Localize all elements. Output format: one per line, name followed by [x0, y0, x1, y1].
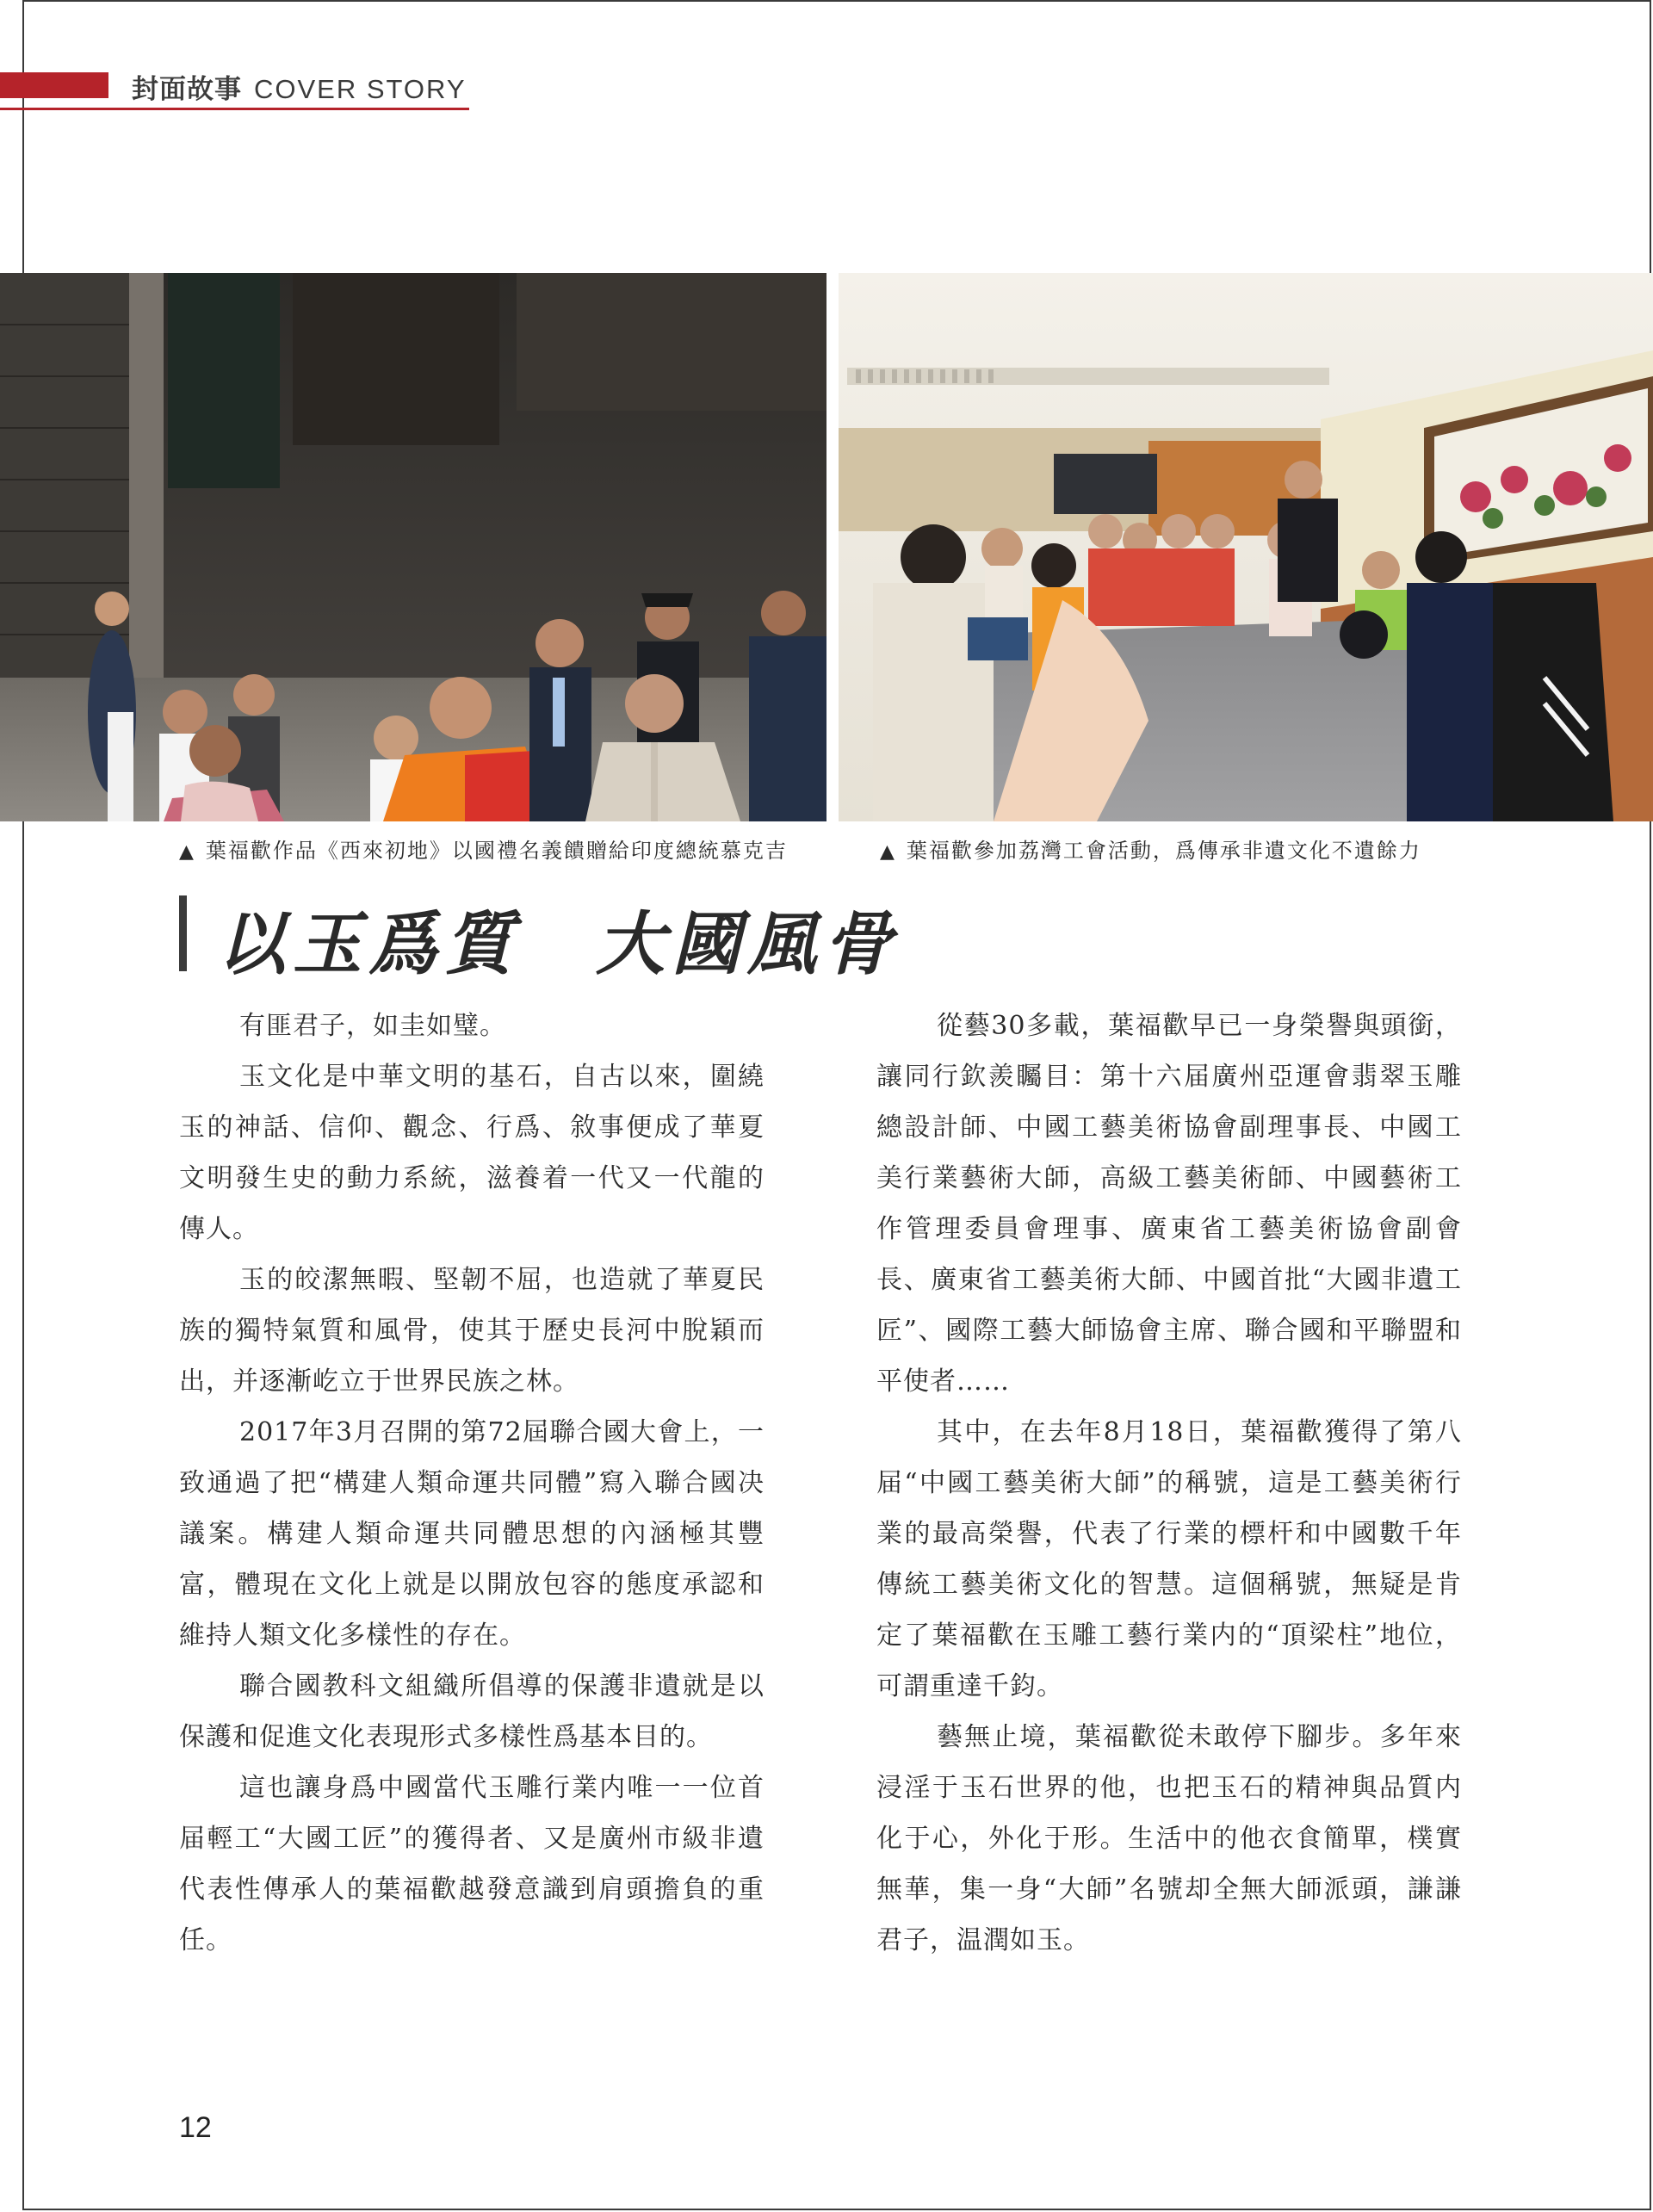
section-label	[132, 67, 467, 106]
article-paragraph: 聯合國教科文組織所倡導的保護非遺就是以保護和促進文化表現形式多樣性爲基本目的。	[179, 1671, 765, 1752]
article-paragraph: 有匪君子，如圭如璧。	[239, 1011, 506, 1041]
article-paragraph: 這也讓身爲中國當代玉雕行業内唯一一位首届輕工“大國工匠”的獲得者、又是廣州市級非遺代表性傳承人的葉福歡越發意識到肩頭擔負的重任。	[179, 1773, 765, 1955]
photo-workshop-children-image	[839, 273, 1653, 821]
article-paragraph: 藝無止境，葉福歡從未敢停下腳步。多年來浸淫于玉石世界的他，也把玉石的精神與品質内化于心，外化于形。生活中的他衣食簡單，樸實無華，集一身“大師”名號却全無大師派頭，謙謙君子，温潤如玉。	[876, 1722, 1462, 1955]
caption-text: 葉福歡參加荔灣工會活動，爲傳承非遺文化不遺餘力	[906, 839, 1421, 863]
photo-caption-left	[179, 833, 788, 864]
article-paragraph: 玉文化是中華文明的基石，自古以來，圍繞玉的神話、信仰、觀念、行爲、敘事便成了華夏文明發生史的動力系統，滋養着一代又一代龍的傳人。	[179, 1062, 765, 1244]
photo-delegation-visit-image	[0, 273, 826, 821]
page-number: 12	[179, 2111, 212, 2144]
article-title: 以玉爲質 大國風骨	[217, 903, 899, 984]
caption-text: 葉福歡作品《西來初地》以國禮名義饋贈給印度總統慕克吉	[205, 839, 788, 863]
section-label-en: COVER STORY	[254, 74, 467, 104]
article-paragraph: 從藝30多載，葉福歡早已一身榮譽與頭銜，讓同行欽羨矚目：第十六届廣州亞運會翡翠玉雕總設計師、中國工藝美術協會副理事長、中國工美行業藝術大師，高級工藝美術師、中國藝術工作管理委員會理事、廣東省工藝美術協會副會長、廣東省工藝美術大師、中國首批“大國非遺工匠”、國際工藝大師協會主席、聯合國和平聯盟和平使者……	[876, 1011, 1462, 1397]
photo-workshop-children	[839, 273, 1653, 821]
article-column-left	[179, 1001, 765, 1966]
photo-delegation-visit	[0, 273, 826, 821]
header-rule	[0, 108, 469, 110]
article-paragraph: 2017年3月召開的第72屆聯合國大會上，一致通過了把“構建人類命運共同體”寫入聯合國决議案。構建人類命運共同體思想的內涵極其豐富，體現在文化上就是以開放包容的態度承認和維持人類文化多樣性的存在。	[179, 1417, 765, 1651]
caption-marker-icon: ▲	[880, 841, 896, 863]
section-label-zh: 封面故事	[132, 74, 242, 105]
article-paragraph: 其中，在去年8月18日，葉福歡獲得了第八届“中國工藝美術大師”的稱號，這是工藝美術行業的最高榮譽，代表了行業的標杆和中國數千年傳統工藝美術文化的智慧。這個稱號，無疑是肯定了葉福歡在玉雕工藝行業内的“頂梁柱”地位，可謂重達千鈞。	[876, 1417, 1462, 1701]
article-paragraph: 玉的皎潔無暇、堅韌不屈，也造就了華夏民族的獨特氣質和風骨，使其于歷史長河中脫穎而出，并逐漸屹立于世界民族之林。	[179, 1265, 765, 1397]
header-accent-block	[0, 72, 108, 98]
title-accent-bar	[179, 895, 187, 971]
caption-marker-icon: ▲	[179, 841, 195, 863]
article-column-right	[876, 1001, 1462, 1966]
photo-caption-right	[880, 833, 1421, 864]
